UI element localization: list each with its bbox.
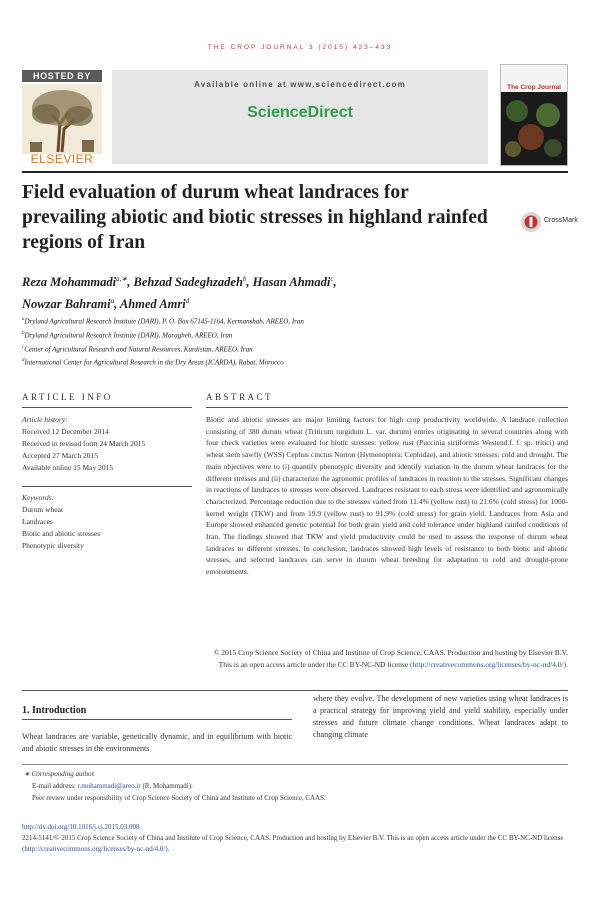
author-name[interactable]: Reza Mohammadi	[22, 275, 117, 290]
affiliation-text: Center of Agricultural Research and Natural Resources, Kurdistan, AREEO, Iran	[24, 344, 253, 353]
affiliation-item	[22, 342, 562, 356]
header-rule	[22, 171, 568, 173]
introduction-heading: 1. Introduction	[22, 705, 87, 716]
journal-cover-image	[500, 64, 568, 166]
hosted-by-label: HOSTED BY	[22, 70, 102, 82]
footnote-rule	[22, 764, 568, 765]
elsevier-tree-logo-icon	[22, 84, 102, 154]
cover-title: The Crop Journal	[501, 83, 567, 92]
author-name[interactable]: Nowzar Bahrami	[22, 297, 111, 312]
doi-link[interactable]: http://dx.doi.org/10.1016/j.cj.2015.03.008	[22, 823, 140, 831]
history-revised: Received in revised form 24 March 2015	[22, 439, 146, 448]
doi-license	[22, 833, 568, 855]
affiliation-item	[22, 355, 562, 369]
abstract-text: Biotic and abiotic stresses are major limiting factors for high crop productivity worldwide. A landrace collection consisting of 380 durum wheat (Triticum turgidum L. var. durum) entries originating in several countries along with four check varieties were evaluated for biotic stresses: yellow rust (Puccinia striiformis Westend.f. f. sp. tritici) and wheat stem sawfly (WSS) Cephus cinctus Norton (Hymenoptera: Cephidae), and abiotic stresses: cold and drought. The main objectives were to (i) quantify phenotypic diversity and identify variation in the durum wheat landraces for the different stresses and (ii) characterize the agronomic profiles of landraces in reaction to the stresses. Significant changes in reactions of landraces to stresses were observed. Landraces resistant to each stress were identified and agronomically characterized. Percentage reduction due to the stresses varied from 11.4% (yellow rust) to 21.6% (cold stress) for 1000-kernel weight (TKW) and from 19.9 (yellow rust) to 91.9% (cold stress) for grain yield. Landraces from Asia and Europe showed enhanced genetic potential for both grain yield and cold tolerance under highland rainfed conditions of Iran. The findings showed that TKW and yield productivity could be used to assess the response of durum wheat landraces to different stresses. In conclusion, landraces showed high levels of resistance to both biotic and abiotic stresses, and selected landraces can serve in durum wheat breeding for adaptation to cold and drought-prone environments.	[206, 415, 568, 577]
author-name[interactable]: Behzad Sadeghzadeh	[133, 275, 243, 290]
history-received: Received 12 December 2014	[22, 427, 109, 436]
journal-header: THE CROP JOURNAL 3 (2015) 423–433	[207, 44, 393, 51]
doi-block	[22, 822, 568, 855]
author-name[interactable]: Ahmed Amri	[119, 297, 186, 312]
affiliation-text: International Center for Agricultural Research in the Dry Areas (ICARDA), Rabat, Morocco	[24, 358, 284, 367]
author-superscript[interactable]: a,∗	[116, 275, 128, 283]
author-separator: ,	[114, 297, 120, 312]
introduction-rule	[22, 719, 292, 720]
author-superscript[interactable]: a	[110, 297, 115, 306]
affiliation-marker: a	[22, 317, 25, 322]
affiliation-marker: c	[22, 344, 25, 350]
email-link[interactable]: r.mohammadi@areo.ir	[77, 782, 141, 790]
keyword-item: Biotic and abiotic stresses	[22, 529, 101, 538]
affiliation-marker: d	[22, 358, 25, 364]
keywords-rule	[22, 486, 192, 487]
sciencedirect-logo[interactable]: ScienceDirect	[247, 104, 353, 121]
introduction-column-2: where they evolve. The development of new varieties using wheat landraces is a practical strategy for improving yield and yield stability, especially under stresses and future climate change conditions. Wheat landraces adapt to changing climate	[313, 694, 568, 739]
doi-license-text: 2214-5141/© 2015 Crop Science Society of China and Institute of Crop Science, CAAS. Production and hosting by Elsevier B.V. This is an open access article under the CC BY-NC-ND license	[22, 834, 564, 842]
crossmark-icon	[520, 211, 542, 233]
introduction-column-1: Wheat landraces are variable, genetically dynamic, and in equilibrium with biotic and abiotic stresses in the environments	[22, 732, 292, 753]
history-accepted: Accepted 27 March 2015	[22, 451, 99, 460]
affiliation-list	[22, 314, 562, 369]
peer-review-note: Peer review under responsibility of Crop Science Society of China and Institute of Crop Science, CAAS.	[32, 794, 326, 802]
email-line	[32, 780, 568, 792]
affiliation-text: Dryland Agricultural Research Institute (DARI), Maragheh, AREEO, Iran	[24, 331, 233, 340]
elsevier-logo-text: ELSEVIER	[30, 152, 94, 166]
keyword-item: Durum wheat	[22, 505, 64, 514]
abstract-copyright	[206, 647, 568, 670]
affiliation-item	[22, 328, 562, 342]
article-history	[22, 414, 192, 474]
keyword-item: Landraces	[22, 517, 53, 526]
abstract-heading: ABSTRACT	[206, 392, 274, 402]
author-superscript[interactable]: d	[185, 297, 190, 306]
crossmark-badge[interactable]	[520, 211, 590, 233]
license-link[interactable]: (http://creativecommons.org/licenses/by-nc-nd/4.0/).	[410, 659, 568, 669]
article-info-heading: ARTICLE INFO	[22, 392, 113, 402]
affiliation-item	[22, 314, 562, 328]
keywords-list	[22, 492, 192, 552]
crossmark-label: CrossMark	[544, 217, 578, 224]
author-superscript[interactable]: c	[330, 275, 334, 283]
history-online: Available online 15 May 2015	[22, 463, 114, 472]
author-superscript[interactable]: b	[242, 275, 247, 283]
author-list	[22, 270, 542, 314]
available-online-text: Available online at www.sciencedirect.com	[194, 80, 406, 89]
copyright-text: © 2015 Crop Science Society of China and Institute of Crop Science, CAAS. Production and hosting by Elsevier B.V. This is an open access article under the CC BY-NC-ND license	[213, 648, 568, 669]
doi-license-link[interactable]: (http://creativecommons.org/licenses/by-nc-nd/4.0/).	[22, 845, 170, 853]
author-name[interactable]: Hasan Ahmadi	[252, 275, 331, 290]
keywords-label: Keywords:	[22, 493, 55, 502]
footnotes	[22, 768, 568, 804]
cover-artwork-icon	[501, 93, 567, 165]
keyword-item: Phenotypic diversity	[22, 541, 84, 550]
paper-title: Field evaluation of durum wheat landraces for prevailing abiotic and biotic stresses in highland rainfed regions of Iran	[22, 182, 488, 253]
article-info-rule	[22, 407, 192, 408]
history-label: Article history:	[22, 415, 68, 424]
author-separator: ,	[246, 275, 253, 290]
abstract-bottom-rule	[22, 690, 568, 691]
email-suffix: (R. Mohammadi).	[142, 782, 193, 790]
affiliation-marker: b	[22, 330, 25, 336]
corresponding-author-note: ∗ Corresponding author.	[24, 770, 96, 778]
abstract-rule	[206, 407, 568, 408]
email-label: E-mail address:	[32, 782, 76, 790]
author-separator: ,	[127, 275, 134, 290]
author-separator: ,	[333, 275, 337, 290]
affiliation-text: Dryland Agricultural Research Institute (DARI), P. O. Box 67145-1164, Kermanshah, AREEO, Iran	[24, 317, 304, 326]
